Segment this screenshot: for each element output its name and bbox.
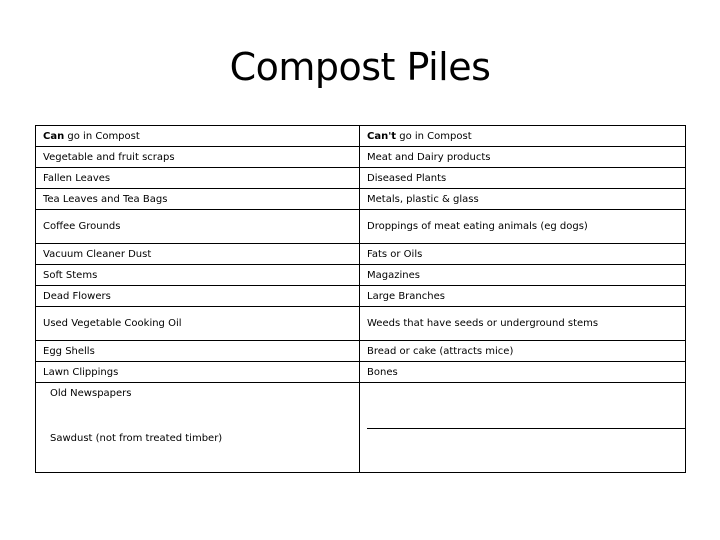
table-header-row (36, 126, 686, 147)
can-cell: Vegetable and fruit scraps (36, 147, 360, 168)
header-can-bold: Can (43, 130, 65, 142)
cant-cell: Droppings of meat eating animals (eg dogs) (360, 210, 686, 244)
can-cell (36, 383, 360, 473)
cant-cell: Large Branches (360, 286, 686, 307)
table-row (36, 210, 686, 244)
can-cell: Soft Stems (36, 265, 360, 286)
cant-cell: Bones (360, 362, 686, 383)
cant-cell: Weeds that have seeds or underground stems (360, 307, 686, 341)
table-row (36, 244, 686, 265)
can-cell: Tea Leaves and Tea Bags (36, 189, 360, 210)
cant-cell: Meat and Dairy products (360, 147, 686, 168)
table-row (36, 265, 686, 286)
table-row (36, 189, 686, 210)
table-row (36, 362, 686, 383)
compost-table (35, 125, 686, 473)
can-item: Sawdust (not from treated timber) (50, 433, 223, 444)
cant-cell: Fats or Oils (360, 244, 686, 265)
can-cell: Used Vegetable Cooking Oil (36, 307, 360, 341)
can-cell: Egg Shells (36, 341, 360, 362)
header-can (36, 126, 360, 147)
page-title: Compost Piles (229, 45, 491, 89)
table-row (36, 168, 686, 189)
can-cell: Lawn Clippings (36, 362, 360, 383)
cant-cell: Metals, plastic & glass (360, 189, 686, 210)
header-cant (360, 126, 686, 147)
table-row (36, 286, 686, 307)
cant-cell: Magazines (360, 265, 686, 286)
can-item: Old Newspapers (50, 388, 132, 399)
table-row (36, 383, 686, 473)
table-row (36, 147, 686, 168)
can-cell: Dead Flowers (36, 286, 360, 307)
cant-cell-empty (360, 383, 686, 473)
header-cant-rest: go in Compost (396, 130, 472, 142)
can-cell: Coffee Grounds (36, 210, 360, 244)
header-cant-bold: Can't (367, 130, 397, 142)
cant-cell: Bread or cake (attracts mice) (360, 341, 686, 362)
header-can-rest: go in Compost (64, 130, 140, 142)
table-row (36, 341, 686, 362)
can-cell: Vacuum Cleaner Dust (36, 244, 360, 265)
table-row (36, 307, 686, 341)
can-cell: Fallen Leaves (36, 168, 360, 189)
cant-cell: Diseased Plants (360, 168, 686, 189)
